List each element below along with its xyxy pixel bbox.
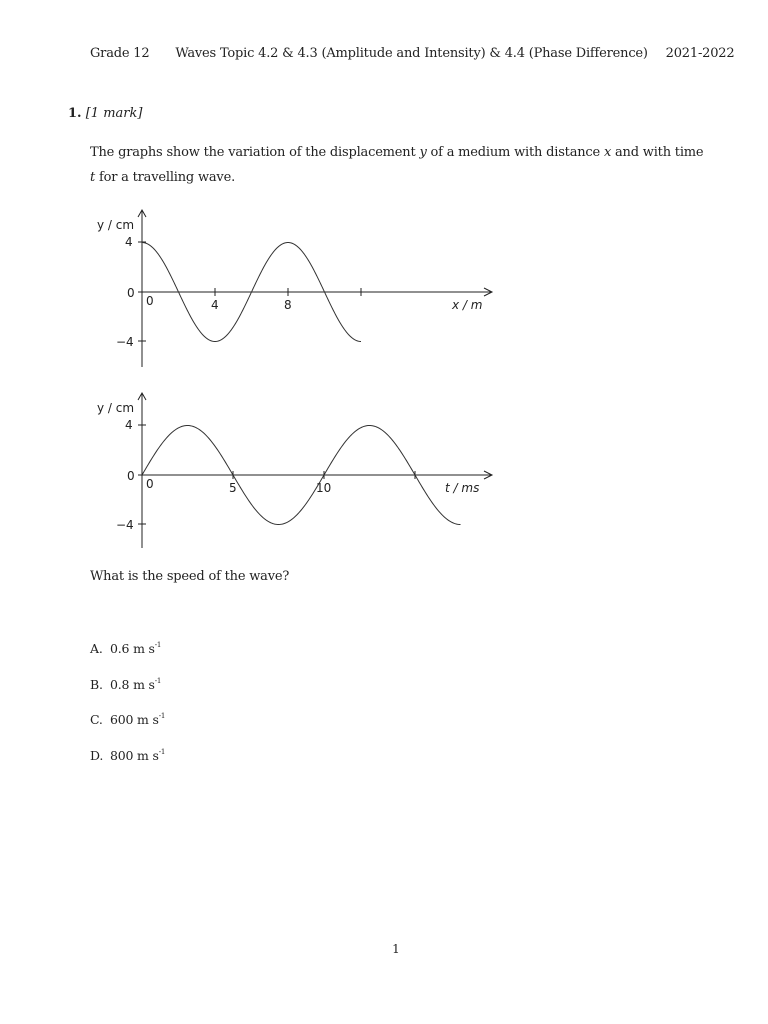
- option-b-value: 0.8: [110, 677, 130, 692]
- option-d-letter: D.: [90, 748, 104, 763]
- question-number: [68, 106, 142, 121]
- graph-2-xlabel: t / ms: [445, 481, 480, 495]
- option-a-value: 0.6: [110, 641, 130, 656]
- option-b[interactable]: [90, 677, 161, 692]
- question-prompt: What is the speed of the wave?: [90, 569, 290, 584]
- graph-1-xtick-label-0: 0: [146, 294, 154, 308]
- header-year: 2021-2022: [665, 46, 735, 61]
- graph-displacement-distance: [88, 205, 508, 370]
- graph-2-xtick-label-0: 0: [146, 477, 154, 491]
- option-c-value: 600: [110, 712, 134, 727]
- page-number: 1: [392, 942, 400, 956]
- graph-1-ytick-label-4: 4: [125, 235, 133, 249]
- option-c-exponent: -1: [158, 712, 166, 720]
- graph-2-svg: [88, 388, 508, 553]
- option-a-unit: m s: [133, 641, 155, 656]
- header-topic: Waves Topic 4.2 & 4.3 (Amplitude and Intensity) & 4.4 (Phase Difference): [175, 46, 648, 61]
- graph-2-ytick-label-0: 0: [127, 469, 135, 483]
- graph-1-xtick-label-4: 4: [211, 298, 219, 312]
- stem-text-3: and with time: [611, 145, 704, 160]
- option-c-letter: C.: [90, 712, 103, 727]
- option-a-letter: A.: [90, 641, 103, 656]
- option-b-letter: B.: [90, 677, 103, 692]
- graph-1-xtick-label-8: 8: [284, 298, 292, 312]
- stem-var-x: x: [603, 145, 612, 160]
- option-c[interactable]: [90, 712, 165, 727]
- stem-text-4: for a travelling wave.: [95, 170, 236, 185]
- option-b-unit: m s: [133, 677, 155, 692]
- stem-text-2: of a medium with distance: [426, 145, 604, 160]
- page-header: [90, 46, 735, 61]
- graph-1-svg: [88, 205, 508, 370]
- graph-2-xtick-label-10: 10: [316, 481, 332, 495]
- question-marks: [1 mark]: [85, 106, 143, 121]
- option-b-exponent: -1: [154, 677, 162, 685]
- question-stem: [90, 140, 710, 190]
- graph-displacement-time: [88, 388, 508, 553]
- graph-1-ylabel: y / cm: [97, 218, 135, 232]
- graph-2-ytick-label-4: 4: [125, 418, 133, 432]
- option-a-exponent: -1: [154, 641, 162, 649]
- option-d-exponent: -1: [158, 748, 166, 756]
- header-grade: Grade 12: [90, 46, 150, 61]
- graph-1-ytick-label-0: 0: [127, 286, 135, 300]
- graph-2-ytick-label-neg4: −4: [116, 518, 134, 532]
- option-d-unit: m s: [137, 748, 159, 763]
- stem-var-y: y: [419, 145, 427, 160]
- graph-1-xlabel: x / m: [452, 298, 483, 312]
- question-number-text: 1.: [68, 106, 82, 121]
- option-d[interactable]: [90, 748, 165, 763]
- graph-2-xtick-label-5: 5: [229, 481, 237, 495]
- stem-text-1: The graphs show the variation of the displacement: [90, 145, 420, 160]
- stem-var-t: t: [90, 170, 96, 185]
- option-d-value: 800: [110, 748, 134, 763]
- graph-1-ytick-label-neg4: −4: [116, 335, 134, 349]
- option-a[interactable]: [90, 641, 161, 656]
- graph-2-ylabel: y / cm: [97, 401, 135, 415]
- option-c-unit: m s: [137, 712, 159, 727]
